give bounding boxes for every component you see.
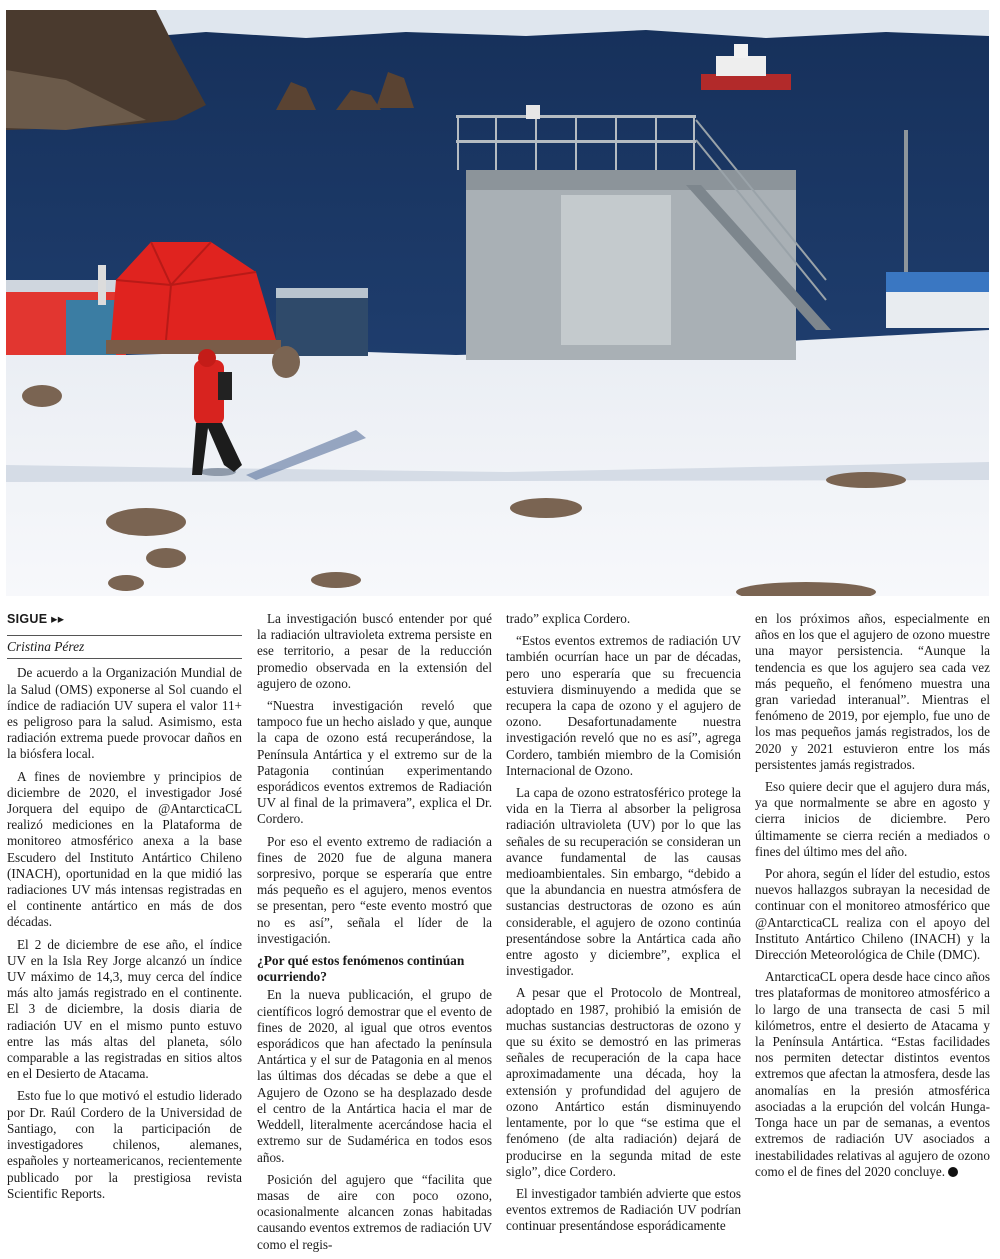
article-column-2 — [257, 611, 492, 1259]
paragraph-last — [755, 969, 990, 1180]
author-byline: Cristina Pérez — [7, 635, 242, 659]
paragraph: en los próximos años, especialmente en años en los que el agujero de ozono muestre una mayor persistencia. “Aunque la tendencia es que los agujero sea cada vez más pequeño, el fenómeno muestra una gran variedad interanual”. Mientras el fenómeno de 2019, por ejemplo, fue uno de los mas pequeños jamás registrados, los de 2020 y 2021 estuvieron entre los más persistentes jamás registrados. — [755, 611, 990, 772]
paragraph: Por eso el evento extremo de radiación a fines de 2020 fue de alguna manera sorpresivo, porque se esperaría que entre más pequeño es el agujero, menos eventos se presentan, pero “este evento mostró que no es así”, señala el líder de la investigación. — [257, 833, 492, 946]
antarctic-base-photo — [6, 10, 989, 596]
paragraph: De acuerdo a la Organización Mundial de la Salud (OMS) exponerse al Sol cuando el índice de radiación UV supera el valor 11+ es peligroso para la salud. Asimismo, esta radiación extrema puede provocar daños en la biósfera local. — [7, 665, 242, 762]
paragraph: “Estos eventos extremos de radiación UV también ocurrían hace un par de décadas, pero uno esperaría que su frecuencia estuviera disminuyendo a medida que se recupera la capa de ozono y el agujero de ozono. Desafortunadamente nuestra investigación reveló que no es así”, agrega Cordero, también miembro de la Comisión Internacional de Ozono. — [506, 633, 741, 778]
paragraph: El 2 de diciembre de ese año, el índice UV en la Isla Rey Jorge alcanzó un índice UV máximo de 14,3, muy cerca del índice más alto jamás registrado en el continente. El 3 de diciembre, la dosis diaria de radiación UV en el mismo punto estuvo entre las más altas del planeta, sólo comparable a las registradas en sitios altos en el Desierto de Atacama. — [7, 936, 242, 1082]
paragraph: Posición del agujero que “facilita que masas de aire con poco ozono, ocasionalmente alcancen zonas habitadas causando eventos extremos de radiación UV como el regis- — [257, 1171, 492, 1252]
paragraph: “Nuestra investigación reveló que tampoco fue un hecho aislado y que, aunque la capa de ozono está recuperándose, la Península Antártica y el extremo sur de la Patagonia continúan experimentando esporádicos eventos extremos de Radiación UV al final de la primavera”, explica el Dr. Cordero. — [257, 698, 492, 827]
paragraph: En la nueva publicación, el grupo de científicos logró demostrar que el evento de fines de 2020, al igual que otros eventos esporádicos que han afectado la península Antártica y el sur de Patagonia en al menos las últimas dos décadas se debe a que el Agujero de Ozono se ha desplazado desde el centro de la Antártica hacia el mar de Weddell, literalmente acercándose hacia el extremo sur de Sudamérica en todos esos años. — [257, 987, 492, 1165]
section-kicker: SIGUE ▸▸ — [7, 612, 65, 626]
paragraph: La investigación buscó entender por qué la radiación ultravioleta extrema persiste en ese territorio, a pesar de la reducción promedio observada en la extensión del agujero de ozono. — [257, 611, 492, 691]
paragraph: A fines de noviembre y principios de diciembre de 2020, el investigador José Jorquera del equipo de @AntarcticaCL realizó mediciones en la Plataforma de monitoreo atmosférico anexa a la base Escudero del Instituto Antártico Chileno (INACH), oportunidad en la que midió las radiaciones UV más intensas registradas en el continente antártico en más de dos décadas. — [7, 768, 242, 930]
paragraph: Esto fue lo que motivó el estudio liderado por Dr. Raúl Cordero de la Universidad de Santiago, con la participación de investigadores chilenos, alemanes, españoles y norteamericanos, recientemente publicado por la prestigiosa revista Scientific Reports. — [7, 1088, 242, 1201]
end-mark-icon — [948, 1167, 958, 1177]
article-column-4 — [755, 611, 990, 1186]
paragraph: La capa de ozono estratosférico protege la vida en la Tierra al absorber la peligrosa radiación ultravioleta (UV) por lo que las señales de su recuperación se consideran un avance fundamental de las causas medioambientales. Sin embargo, “debido a que la abundancia en nuestra atmósfera de sustancias destructoras de ozono es aún considerable, el agujero de ozono continúa presentándose sobre la Antártica cada año entre agosto y diciembre”, explica el investigador. — [506, 785, 741, 979]
subheading: ¿Por qué estos fenómenos continúan ocurriendo? — [257, 953, 465, 985]
paragraph: El investigador también advierte que estos eventos extremos de Radiación UV podrían continuar presentándose esporádicamente — [506, 1185, 741, 1234]
article-column-1 — [7, 611, 242, 1208]
article-column-3 — [506, 611, 741, 1241]
paragraph: trado” explica Cordero. — [506, 611, 631, 626]
paragraph: Por ahora, según el líder del estudio, estos nuevos hallazgos subrayan la necesidad de continuar con el monitoreo atmosférico que @AntarcticaCL realiza con el apoyo del Instituto Antártico Chileno (INACH) y la Dirección Meteorológica de Chile (DMC). — [755, 866, 990, 963]
paragraph: Eso quiere decir que el agujero dura más, ya que normalmente se abre en agosto y cierra inicios de diciembre. Pero últimamente se cierra recién a mediados o fines del último mes del año. — [755, 779, 990, 859]
paragraph: A pesar que el Protocolo de Montreal, adoptado en 1987, prohibió la emisión de muchas sustancias destructoras de ozono y que su éxito se demostró en las primeras señales de recuperación de la capa hace aproximadamente una década, hoy la extensión y profundidad del agujero de ozono Antártico están disminuyendo lentamente, por lo que “se estima que el fenómeno (de alta radiación) dejará de producirse en la segunda mitad de este siglo”, dice Cordero. — [506, 985, 741, 1179]
paragraph-text: AntarcticaCL opera desde hace cinco años tres plataformas de monitoreo atmosférico a lo largo de una transecta de casi 5 mil kilómetros, entre el desierto de Atacama y la Península Antártica. “Estas facilidades nos permiten detectar distintos eventos extremos que afectan la atmosfera, desde las anomalías en la presión atmosférica asociadas a la erupción del volcán Hunga-Tonga hace un par de semanas, a eventos extremos de radiación UV asociados a inestabilidades relativas al agujero de ozono como el de fines del 2020 concluye. — [755, 969, 990, 1179]
